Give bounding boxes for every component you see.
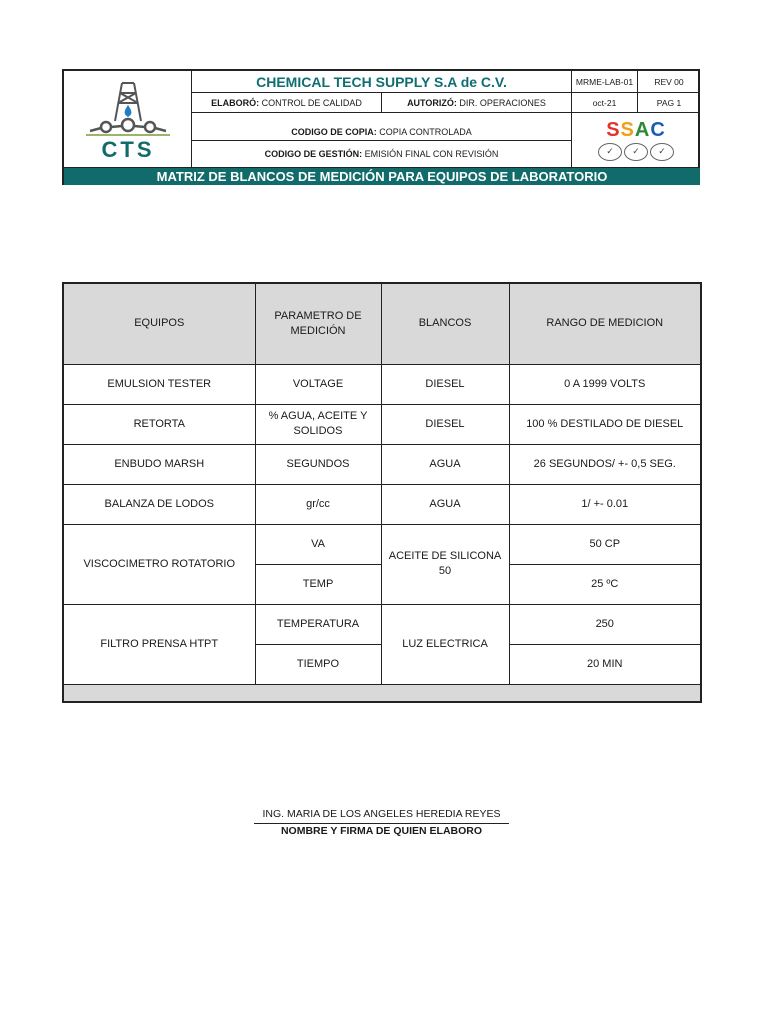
cell-parametro: gr/cc [255,484,381,524]
cell-blanco: AGUA [381,484,509,524]
table-row [63,364,701,404]
cell-equipo: ENBUDO MARSH [63,444,255,484]
cell-rango: 250 [509,604,701,644]
certification-seals [598,143,674,161]
cell-blanco: LUZ ELECTRICA [381,604,509,684]
cell-parametro: TEMPERATURA [255,604,381,644]
check-seal-icon: ✓ [598,143,622,161]
table-row [63,524,701,564]
cell-equipo: RETORTA [63,404,255,444]
page-number: PAG 1 [638,93,700,113]
column-header-blancos: BLANCOS [381,283,509,364]
signature-caption: NOMBRE Y FIRMA DE QUIEN ELABORO [280,825,483,837]
document-title: MATRIZ DE BLANCOS DE MEDICIÓN PARA EQUIPOS DE LABORATORIO [64,167,700,185]
cell-equipo: BALANZA DE LODOS [63,484,255,524]
cell-parametro: SEGUNDOS [255,444,381,484]
column-header-rango: RANGO DE MEDICION [509,283,701,364]
table-row [63,444,701,484]
table-footer-row [63,684,701,702]
cell-rango: 100 % DESTILADO DE DIESEL [509,404,701,444]
document-header [62,69,700,185]
company-logo [64,71,192,167]
logo-wordmark: CTS [101,137,154,161]
table-footer-cell [63,684,701,702]
column-header-parametro: PARAMETRO DE MEDICIÓN [255,283,381,364]
elaboro-label: ELABORÓ: [211,97,260,108]
check-seal-icon: ✓ [624,143,648,161]
autorizo-value: DIR. OPERACIONES [459,97,546,108]
table-row [63,484,701,524]
cell-parametro: TEMP [255,564,381,604]
elaboro-field [192,93,382,113]
cell-rango: 0 A 1999 VOLTS [509,364,701,404]
management-code-value: EMISIÓN FINAL CON REVISIÓN [364,149,499,159]
cell-blanco: ACEITE DE SILICONA 50 [381,524,509,604]
company-name: CHEMICAL TECH SUPPLY S.A de C.V. [192,71,572,93]
management-code-field [192,141,572,167]
table-row [63,404,701,444]
revision-number: REV 00 [638,71,700,93]
copy-code-field [192,113,572,141]
signatory-name: ING. MARIA DE LOS ANGELES HEREDIA REYES [262,808,501,820]
measurement-blanks-table [62,282,702,703]
ssac-wordmark: SSAC [606,118,666,141]
certification-logo [572,113,700,167]
table-row [63,604,701,644]
cell-blanco: DIESEL [381,404,509,444]
document-code: MRME-LAB-01 [572,71,638,93]
oil-derrick-icon [80,77,176,161]
autorizo-field [382,93,572,113]
cell-rango: 1/ +- 0.01 [509,484,701,524]
copy-code-value: COPIA CONTROLADA [379,126,472,137]
check-seal-icon: ✓ [650,143,674,161]
cell-rango: 20 MIN [509,644,701,684]
cell-blanco: DIESEL [381,364,509,404]
copy-code-label: CODIGO DE COPIA: [291,126,377,137]
cell-rango: 25 ºC [509,564,701,604]
cell-parametro: VOLTAGE [255,364,381,404]
cell-parametro: TIEMPO [255,644,381,684]
management-code-label: CODIGO DE GESTIÓN: [264,149,363,159]
cell-blanco: AGUA [381,444,509,484]
autorizo-label: AUTORIZÓ: [407,97,457,108]
column-header-equipos: EQUIPOS [63,283,255,364]
cell-rango: 26 SEGUNDOS/ +- 0,5 SEG. [509,444,701,484]
signature-line [254,823,509,824]
cell-parametro: % AGUA, ACEITE Y SOLIDOS [255,404,381,444]
cell-equipo: FILTRO PRENSA HTPT [63,604,255,684]
elaboro-value: CONTROL DE CALIDAD [261,97,362,108]
cell-rango: 50 CP [509,524,701,564]
cell-equipo: VISCOCIMETRO ROTATORIO [63,524,255,604]
cell-equipo: EMULSION TESTER [63,364,255,404]
cell-parametro: VA [255,524,381,564]
document-date: oct-21 [572,93,638,113]
table-header-row [63,283,701,364]
